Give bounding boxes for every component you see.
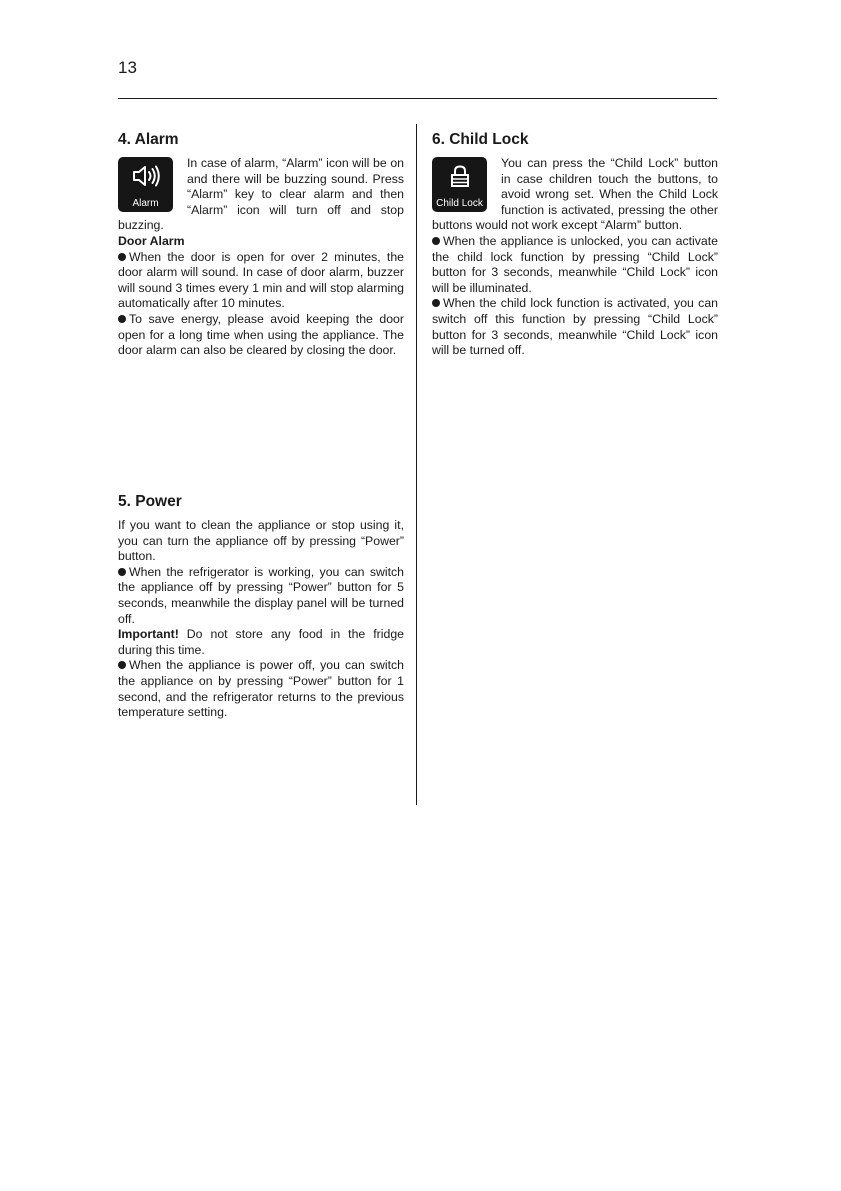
important-label: Important! (118, 627, 179, 642)
alarm-button-icon (118, 157, 173, 212)
bullet-icon (118, 568, 126, 576)
bullet-icon (118, 661, 126, 669)
door-alarm-heading: Door Alarm (118, 233, 185, 248)
column-divider (416, 124, 417, 805)
bullet-icon (432, 237, 440, 245)
list-item: To save energy, please avoid keeping the door open for a long time when using the appliance. The door alarm can also be cleared by closing the door. (118, 311, 404, 358)
bullet-icon (118, 315, 126, 323)
child-lock-intro-text: You can press the “Child Lock” button in case children touch the buttons, to avoid wrong set. When the Child Lock function is activated, pressing the other buttons would not work except “Alarm” button. (432, 156, 718, 233)
child-lock-button-icon (432, 157, 487, 212)
important-note (118, 627, 404, 658)
list-item: When the appliance is unlocked, you can activate the child lock function by pressing “Child Lock” button for 3 seconds, meanwhile “Child Lock” icon will be illuminated. (432, 233, 718, 295)
alarm-heading: 4. Alarm (118, 131, 179, 148)
child-lock-section (432, 130, 718, 359)
power-intro-text: If you want to clean the appliance or stop using it, you can turn the appliance off by pressing “Power” button. (118, 518, 404, 564)
child-lock-heading: 6. Child Lock (432, 131, 529, 148)
padlock-icon (448, 164, 472, 188)
alarm-section (118, 130, 404, 359)
power-heading: 5. Power (118, 493, 182, 510)
speaker-icon (131, 164, 161, 188)
bullet-icon (432, 299, 440, 307)
header-rule (118, 98, 717, 99)
important-text: Do not store any food in the fridge during this time. (118, 627, 404, 657)
alarm-intro-block (118, 156, 404, 234)
child-lock-icon-label: Child Lock (436, 198, 483, 209)
alarm-intro-text: In case of alarm, “Alarm” icon will be on and there will be buzzing sound. Press “Alarm” key to clear alarm and then “Alarm” icon will turn off and stop buzzing. (118, 156, 404, 233)
list-item: When the door is open for over 2 minutes, the door alarm will sound. In case of door alarm, buzzer will sound 3 times every 1 min and will stop alarming automatically after 10 minutes. (118, 249, 404, 311)
alarm-icon-label: Alarm (132, 198, 159, 209)
power-section (118, 492, 404, 721)
bullet-icon (118, 253, 126, 261)
page-number: 13 (118, 58, 137, 77)
list-item: When the child lock function is activated, you can switch off this function by pressing “Child Lock” button for 3 seconds, meanwhile “Child Lock” icon will be turned off. (432, 296, 718, 358)
list-item: When the appliance is power off, you can switch the appliance on by pressing “Power” button for 1 second, and the refrigerator returns to the previous temperature setting. (118, 658, 404, 720)
child-lock-intro-block (432, 156, 718, 234)
list-item: When the refrigerator is working, you can switch the appliance off by pressing “Power” button for 5 seconds, meanwhile the display panel will be turned off. (118, 564, 404, 626)
